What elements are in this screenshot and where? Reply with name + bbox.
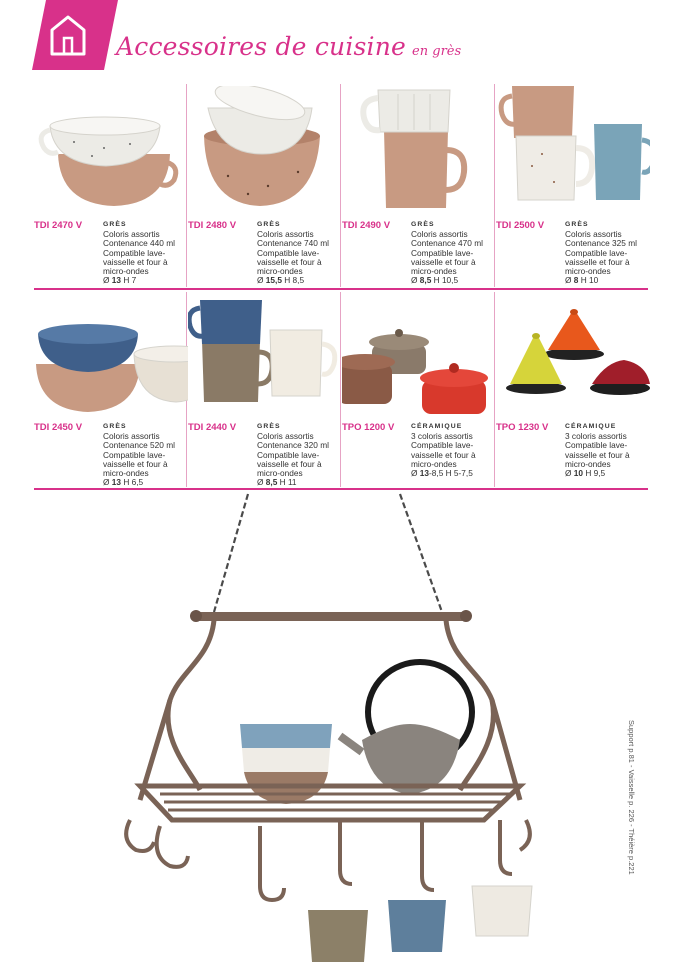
- product-description: [257, 220, 343, 285]
- product-dimensions: Ø 10 H 9,5: [565, 468, 606, 479]
- desc-line: Coloris assortis: [257, 229, 314, 240]
- product-description: [103, 220, 189, 285]
- desc-line: Coloris assortis: [103, 229, 160, 240]
- desc-line: Compatible lave-vaisselle et four à micro-ondes: [103, 449, 168, 479]
- desc-line: Compatible lave-vaisselle et four à micro-ondes: [257, 247, 322, 277]
- desc-line: Coloris assortis: [411, 229, 468, 240]
- desc-line: Contenance 325 ml: [565, 238, 637, 249]
- product-description: [565, 422, 651, 478]
- product-card[interactable]: [188, 288, 342, 488]
- product-ref: TPO 1230 V: [496, 422, 549, 433]
- desc-line: Compatible lave-vaisselle et four à micro-ondes: [565, 247, 630, 277]
- chain: [214, 494, 442, 612]
- product-card[interactable]: [188, 86, 342, 286]
- product-description: [565, 220, 651, 285]
- product-material: GRÈS: [103, 221, 127, 228]
- desc-line: Compatible lave-vaisselle et four à micro-ondes: [565, 440, 630, 469]
- product-photo-cocottes: [342, 288, 496, 420]
- product-description: [103, 422, 189, 487]
- product-card[interactable]: [34, 288, 188, 488]
- product-material: GRÈS: [257, 221, 281, 228]
- desc-line: Contenance 470 ml: [411, 238, 483, 249]
- product-ref: TDI 2440 V: [188, 422, 237, 433]
- desc-line: Compatible lave-vaisselle et four à micro-ondes: [257, 449, 322, 479]
- product-photo-bowls: [188, 86, 342, 218]
- product-photo-mugs: [496, 86, 650, 218]
- product-description: [257, 422, 343, 487]
- product-ref: TDI 2450 V: [34, 422, 83, 433]
- desc-line: Coloris assortis: [103, 431, 160, 442]
- product-card[interactable]: [342, 86, 496, 286]
- product-card[interactable]: [34, 86, 188, 286]
- product-material: GRÈS: [565, 221, 589, 228]
- header-tab: [32, 0, 118, 70]
- desc-line: Coloris assortis: [565, 229, 622, 240]
- product-card[interactable]: [342, 288, 496, 488]
- product-material: CÉRAMIQUE: [565, 423, 617, 430]
- product-photo-mugs: [188, 288, 342, 420]
- hanging-pot-rack-photo: [100, 490, 560, 967]
- desc-line: Coloris assortis: [257, 431, 314, 442]
- page-title: [116, 32, 461, 61]
- product-dimensions: Ø 13-8,5 H 5-7,5: [411, 468, 473, 479]
- product-card[interactable]: [496, 86, 650, 286]
- product-material: GRÈS: [257, 423, 281, 430]
- desc-line: Contenance 320 ml: [257, 440, 329, 451]
- product-description: [411, 422, 497, 478]
- product-ref: TDI 2500 V: [496, 220, 545, 231]
- desc-line: Compatible lave-vaisselle et four à micro-ondes: [411, 440, 476, 469]
- product-photo-bowls: [34, 288, 188, 420]
- product-material: CÉRAMIQUE: [411, 423, 463, 430]
- product-card[interactable]: [496, 288, 650, 488]
- page-references: Support p.81 - Vaisselle p. 226 - Théière p.221: [627, 720, 636, 875]
- product-material: GRÈS: [411, 221, 435, 228]
- desc-line: Contenance 740 ml: [257, 238, 329, 249]
- product-ref: TDI 2470 V: [34, 220, 83, 231]
- hooks: [126, 820, 530, 900]
- product-dimensions: Ø 8,5 H 11: [257, 477, 297, 488]
- desc-line: Contenance 520 ml: [103, 440, 175, 451]
- desc-line: 3 coloris assortis: [411, 431, 473, 442]
- desc-line: Contenance 440 ml: [103, 238, 175, 249]
- desc-line: Compatible lave-vaisselle et four à micro-ondes: [103, 247, 168, 277]
- product-ref: TPO 1200 V: [342, 422, 395, 433]
- product-photo-mugs: [342, 86, 496, 218]
- product-ref: TDI 2480 V: [188, 220, 237, 231]
- title-main: Accessoires de cuisine: [116, 32, 407, 61]
- product-photo-bowls: [34, 86, 188, 218]
- product-dimensions: Ø 13 H 7: [103, 275, 137, 286]
- desc-line: Compatible lave-vaisselle et four à micro-ondes: [411, 247, 476, 277]
- desc-line: 3 coloris assortis: [565, 431, 627, 442]
- product-ref: TDI 2490 V: [342, 220, 391, 231]
- product-dimensions: Ø 8 H 10: [565, 275, 599, 286]
- product-dimensions: Ø 8,5 H 10,5: [411, 275, 459, 286]
- product-description: [411, 220, 497, 285]
- product-dimensions: Ø 15,5 H 8,5: [257, 275, 305, 286]
- product-material: GRÈS: [103, 423, 127, 430]
- title-subtitle: en grès: [412, 44, 462, 59]
- product-dimensions: Ø 13 H 6,5: [103, 477, 144, 488]
- product-photo-tajines: [496, 288, 650, 420]
